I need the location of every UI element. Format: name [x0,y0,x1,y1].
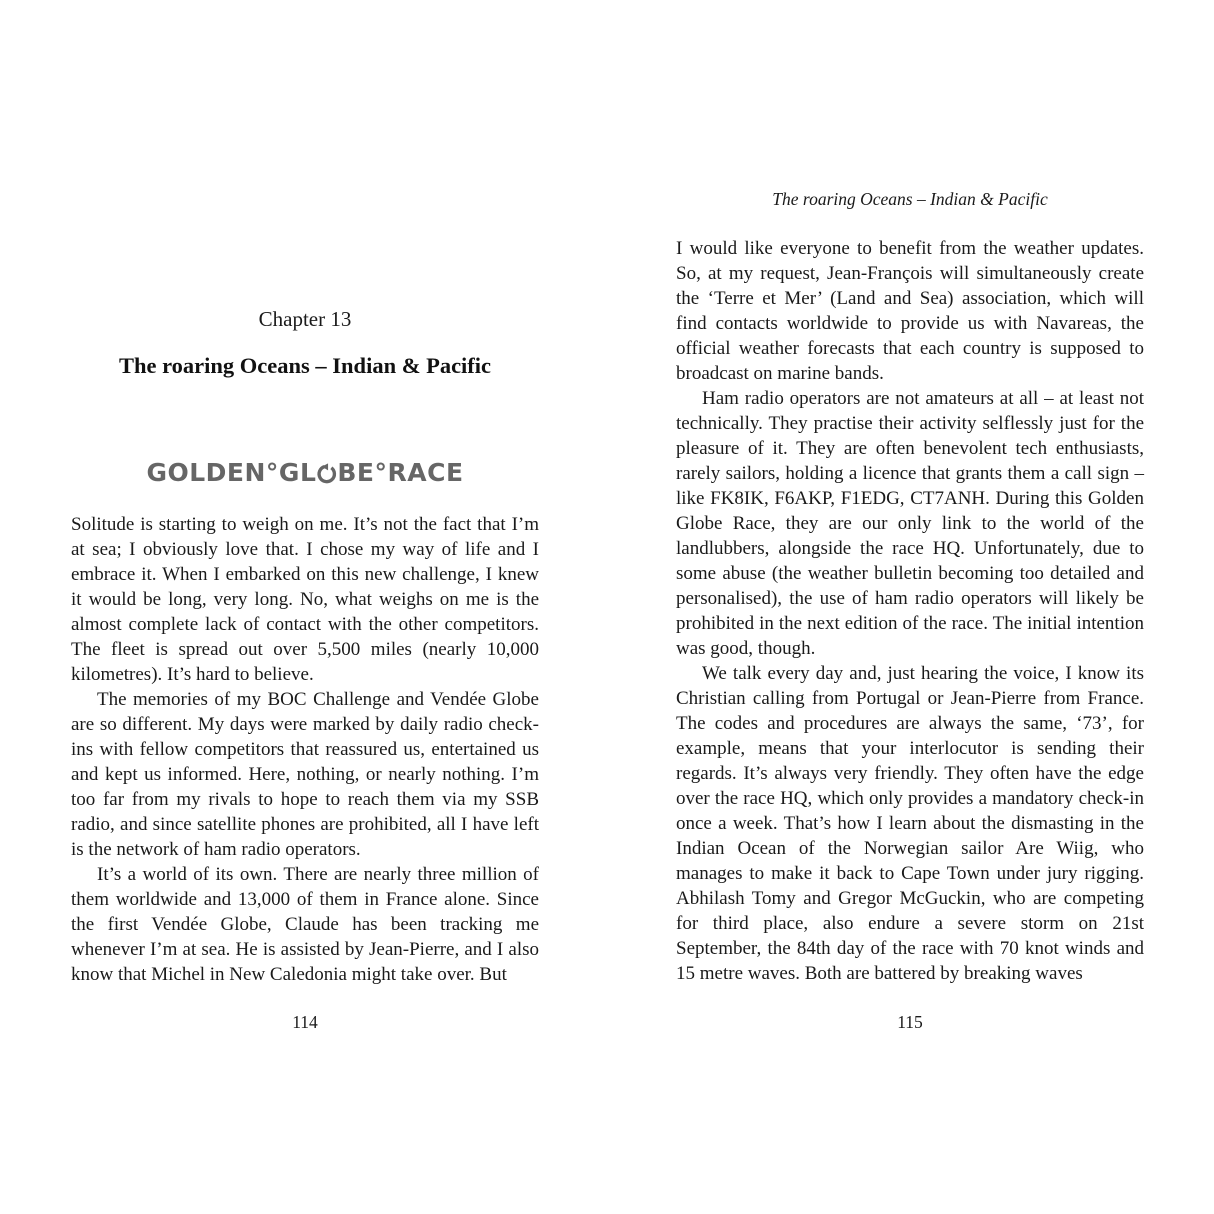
right-page-body [676,236,1144,986]
paragraph: The memories of my BOC Challenge and Vendée Globe are so different. My days were marked by daily radio check-ins with fellow competitors that reassured us, entertained us and kept us informed. Here, nothing, or nearly nothing. I’m too far from my rivals to hope to reach them via my SSB radio, and since satellite phones are prohibited, all I have left is the network of ham radio operators. [71,689,539,860]
page-number-left: 114 [292,1012,318,1032]
left-page-body [71,512,539,987]
paragraph: I would like everyone to benefit from the weather updates. So, at my request, Jean-François will simultaneously create the ‘Terre et Mer’ (Land and Sea) association, which will find contacts worldwide to provide us with Navareas, the official weather forecasts that each country is supposed to broadcast on marine bands. [676,238,1144,384]
logo-text-before: GOLDEN°GL [146,458,317,487]
logo-text-after: BE°RACE [337,458,464,487]
right-page [676,0,1144,1214]
running-header: The roaring Oceans – Indian & Pacific [772,189,1048,209]
paragraph: We talk every day and, just hearing the voice, I know its Christian calling from Portugal or Jean-Pierre from France. The codes and procedures are always the same, ‘73’, for example, means that your interlocutor is sending their regards. It’s always very friendly. They often have the edge over the race HQ, which only provides a mandatory check-in once a week. That’s how I learn about the dismasting in the Indian Ocean of the Norwegian sailor Are Wiig, who manages to make it back to Cape Town under jury rigging. Abhilash Tomy and Gregor McGuckin, who are competing for third place, also endure a severe storm on 21st September, the 84th day of the race with 70 knot winds and 15 metre waves. Both are battered by breaking waves [676,663,1144,984]
page-number-right: 115 [897,1012,923,1032]
left-page [71,0,539,1214]
chapter-title: The roaring Oceans – Indian & Pacific [118,353,492,378]
paragraph: It’s a world of its own. There are nearly three million of them worldwide and 13,000 of them in France alone. Since the first Vendée Globe, Claude has been tracking me whenever I’m at sea. He is assisted by Jean-Pierre, and I also know that Michel in New Caledonia might take over. But [71,864,539,985]
globe-circular-arrow-icon [316,463,337,484]
paragraph: Solitude is starting to weigh on me. It’s not the fact that I’m at sea; I obviously love that. I chose my way of life and I embrace it. When I embarked on this new challenge, I knew it would be long, very long. No, what weighs on me is the almost complete lack of contact with the other competitors. The fleet is spread out over 5,500 miles (nearly 10,000 kilometres). It’s hard to believe. [71,514,539,685]
paragraph: Ham radio operators are not amateurs at all – at least not technically. They practise their activity selflessly just for the pleasure of it. They are often benevolent tech enthusiasts, rarely sailors, holding a licence that grants them a call sign – like FK8IK, F6AKP, F1EDG, CT7ANH. During this Golden Globe Race, they are our only link to the world of the landlubbers, alongside the race HQ. Unfortunately, due to some abuse (the weather bulletin becoming too detailed and personalised), the use of ham radio operators will likely be prohibited in the next edition of the race. The initial intention was good, though. [676,388,1144,659]
chapter-label: Chapter 13 [258,307,352,331]
golden-globe-race-logo [71,458,539,487]
